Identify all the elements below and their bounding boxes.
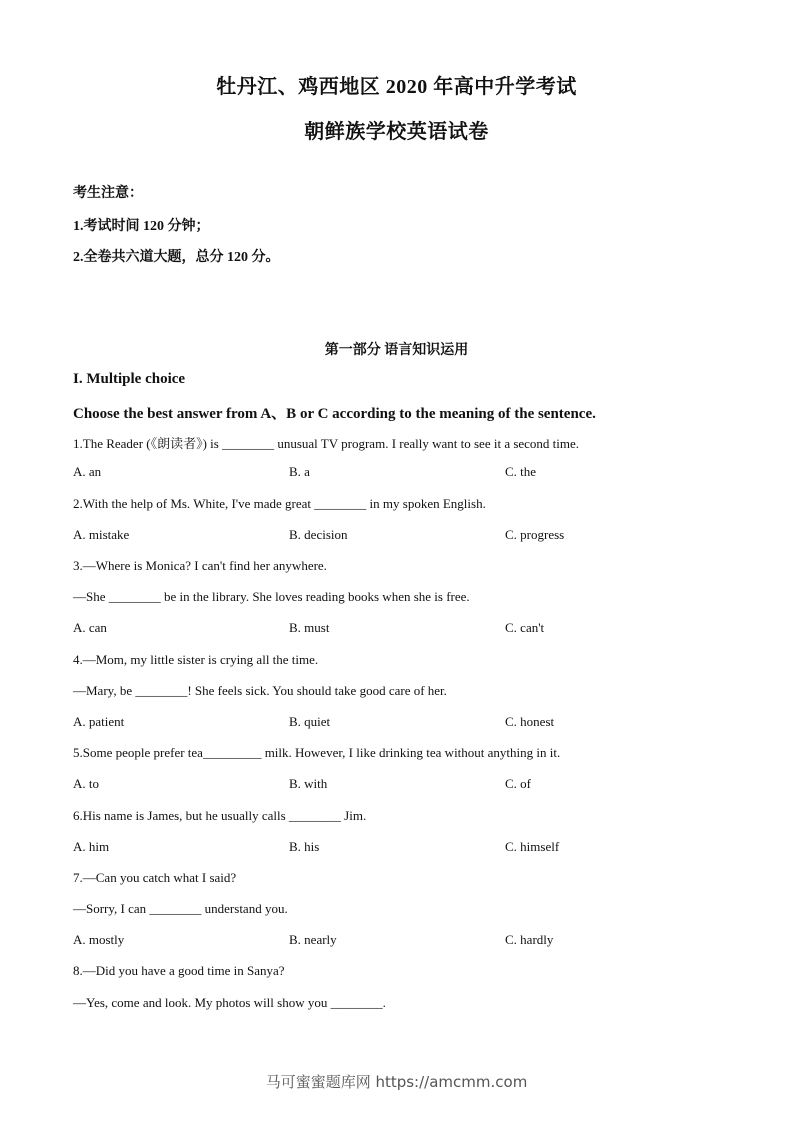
question-1-line-1: 1.The Reader (《朗读者》) is ________ unusual TV program. I really want to see it a second time. — [73, 436, 580, 451]
question-5-line-1: 5.Some people prefer tea_________ milk. However, I like drinking tea without anything in it. — [73, 745, 561, 760]
question-3-line-1: 3.—Where is Monica? I can't find her anywhere. — [73, 558, 327, 573]
question-6-line-1: 6.His name is James, but he usually calls ________ Jim. — [73, 808, 367, 823]
option-c: C. hardly — [505, 932, 554, 947]
question-6-options — [73, 839, 713, 857]
option-b: B. a — [289, 464, 310, 479]
question-7-line-2: —Sorry, I can ________ understand you. — [73, 901, 288, 916]
footer-watermark: 马可蜜蜜题库网 https://amcmm.com — [265, 1073, 528, 1091]
option-a: A. patient — [73, 714, 125, 729]
question-4-options — [73, 714, 713, 732]
option-c: C. progress — [505, 527, 565, 542]
notes-heading: 考生注意： — [73, 186, 143, 201]
exam-subtitle: 朝鲜族学校英语试卷 — [304, 121, 489, 143]
option-a: A. him — [73, 839, 110, 854]
option-c: C. honest — [505, 714, 555, 729]
question-7-line-1: 7.—Can you catch what I said? — [73, 870, 237, 885]
question-1-options — [73, 464, 713, 482]
option-a: A. can — [73, 620, 107, 635]
option-a: A. to — [73, 776, 99, 791]
question-4-line-2: —Mary, be ________! She feels sick. You should take good care of her. — [73, 683, 447, 698]
option-a: A. mostly — [73, 932, 125, 947]
option-c: C. himself — [505, 839, 560, 854]
option-a: A. mistake — [73, 527, 130, 542]
question-4-line-1: 4.—Mom, my little sister is crying all the time. — [73, 652, 319, 667]
option-c: C. the — [505, 464, 537, 479]
question-2-line-1: 2.With the help of Ms. White, I've made great ________ in my spoken English. — [73, 496, 486, 511]
question-5-options — [73, 776, 713, 794]
option-b: B. quiet — [289, 714, 331, 729]
option-c: C. can't — [505, 620, 545, 635]
question-8-line-1: 8.—Did you have a good time in Sanya? — [73, 963, 285, 978]
option-a: A. an — [73, 464, 102, 479]
question-8-line-2: —Yes, come and look. My photos will show you ________. — [73, 995, 386, 1010]
option-b: B. nearly — [289, 932, 337, 947]
option-b: B. with — [289, 776, 328, 791]
option-b: B. must — [289, 620, 330, 635]
exam-title: 牡丹江、鸡西地区 2020 年高中升学考试 — [216, 76, 577, 98]
question-2-options — [73, 527, 713, 545]
section-title: I. Multiple choice — [73, 371, 186, 387]
question-7-options — [73, 932, 713, 950]
question-3-line-2: —She ________ be in the library. She loves reading books when she is free. — [73, 589, 470, 604]
option-c: C. of — [505, 776, 531, 791]
notes-item-2: 2.全卷共六道大题，总分 120 分。 — [73, 250, 280, 265]
option-b: B. decision — [289, 527, 348, 542]
option-b: B. his — [289, 839, 320, 854]
question-3-options — [73, 620, 713, 638]
notes-item-1: 1.考试时间 120 分钟； — [73, 219, 210, 234]
part-title: 第一部分 语言知识运用 — [324, 343, 469, 358]
section-instruction: Choose the best answer from A、B or C according to the meaning of the sentence. — [73, 406, 596, 422]
